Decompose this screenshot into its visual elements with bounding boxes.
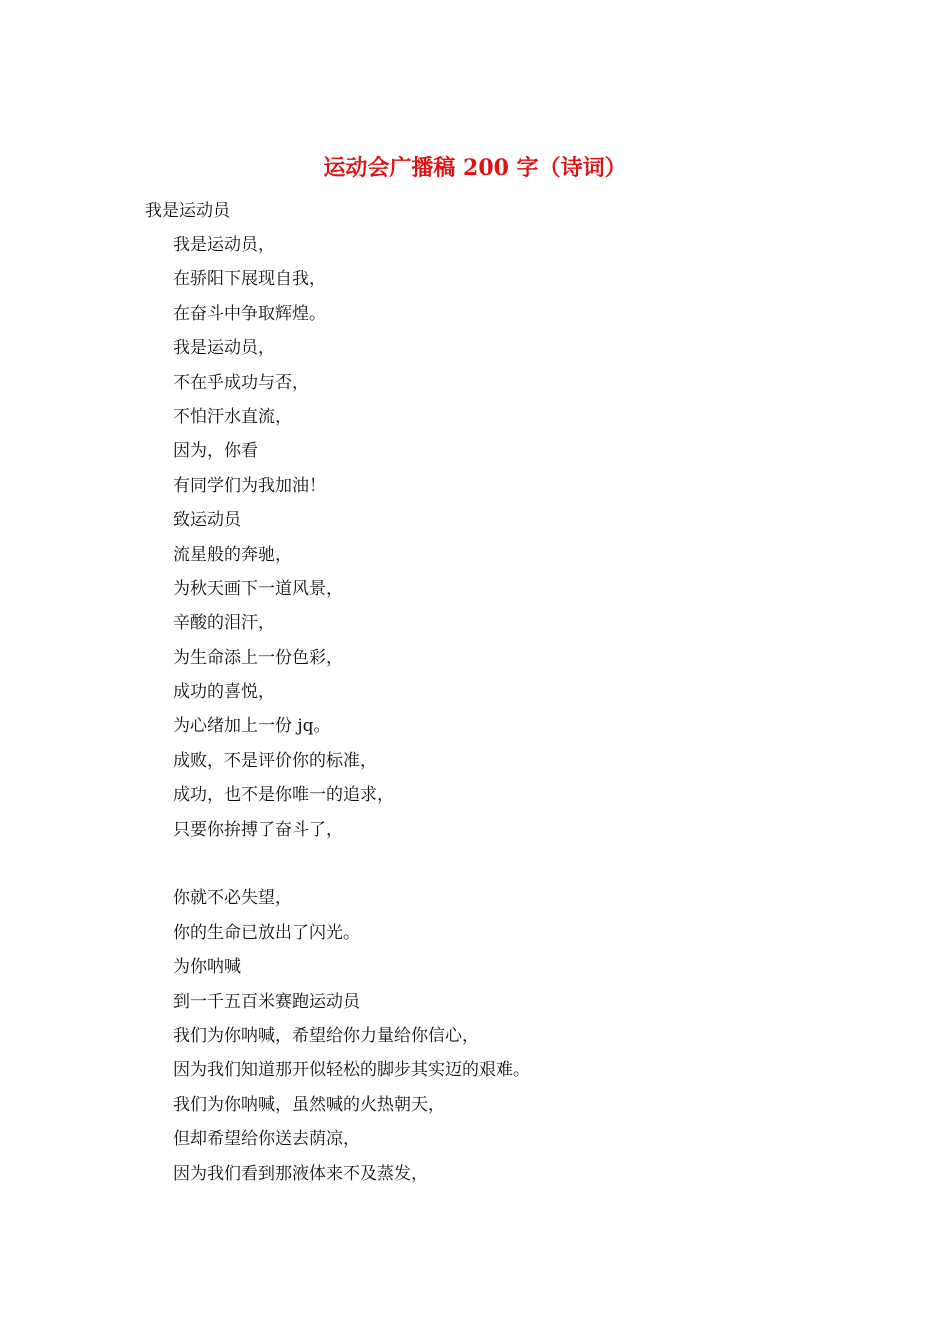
poem-line: 在骄阳下展现自我， <box>173 269 326 290</box>
poem-line: 我是运动员， <box>173 338 275 359</box>
poem-line: 你的生命已放出了闪光。 <box>173 922 360 943</box>
poem-line: 成功，也不是你唯一的追求， <box>173 785 394 806</box>
poem-line: 为秋天画下一道风景， <box>173 578 343 599</box>
poem-line: 致运动员 <box>173 510 241 531</box>
poem-line: 你就不必失望， <box>173 888 292 909</box>
section-heading: 我是运动员 <box>145 201 230 221</box>
poem-line: 不怕汗水直流， <box>173 406 292 427</box>
document-title: 运动会广播稿 200 字（诗词） <box>323 155 627 181</box>
poem-line: 我们为你呐喊，虽然喊的火热朝天， <box>173 1094 445 1115</box>
poem-line: 成功的喜悦， <box>173 682 275 703</box>
poem-line: 有同学们为我加油！ <box>173 475 326 496</box>
poem-body <box>173 232 530 1195</box>
poem-line: 在奋斗中争取辉煌。 <box>173 303 326 324</box>
poem-line: 因为，你看 <box>173 441 258 462</box>
poem-line: 我是运动员， <box>173 235 275 255</box>
poem-line: 不在乎成功与否， <box>173 372 309 393</box>
poem-line: 只要你拚搏了奋斗了， <box>173 819 343 840</box>
poem-line: 因为我们看到那液体来不及蒸发， <box>173 1163 428 1184</box>
blank-line <box>173 851 530 885</box>
poem-line: 为你呐喊 <box>173 957 241 978</box>
poem-line: 成败，不是评价你的标准， <box>173 750 377 771</box>
poem-line: 但却希望给你送去荫凉， <box>173 1129 360 1150</box>
poem-line: 辛酸的泪汗， <box>173 613 275 634</box>
poem-line: 为生命添上一份色彩， <box>173 647 343 668</box>
poem-line: 为心绪加上一份 jq。 <box>173 716 331 737</box>
poem-line: 因为我们知道那开似轻松的脚步其实迈的艰难。 <box>173 1060 530 1081</box>
poem-line: 我们为你呐喊，希望给你力量给你信心， <box>173 1025 479 1046</box>
poem-line: 到一千五百米赛跑运动员 <box>173 991 360 1012</box>
poem-line: 流星般的奔驰， <box>173 544 292 565</box>
